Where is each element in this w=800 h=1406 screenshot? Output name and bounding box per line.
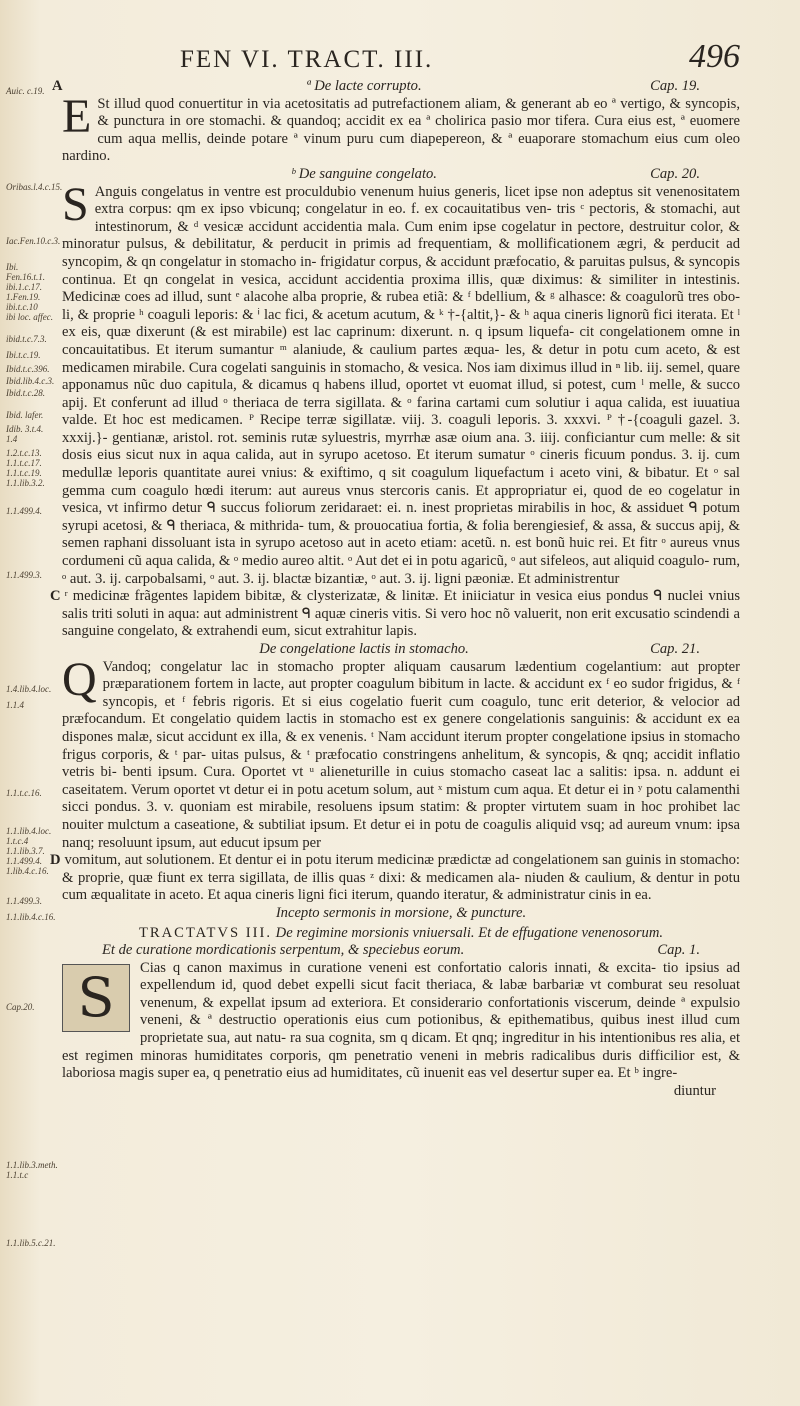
chapter-number: Cap. 21. xyxy=(650,641,700,657)
paragraph xyxy=(62,177,740,589)
running-head xyxy=(180,38,740,78)
margin-note: Cap.20. xyxy=(6,1002,35,1012)
margin-note: Ibi.t.c.19. xyxy=(6,350,41,360)
margin-note: 1.1.t.c.16. xyxy=(6,788,42,798)
margin-note: Ibi. Fen.16.t.1. ibi.1.c.17. 1.Fen.19. ibi.t.c.10 ibi loc. affec. xyxy=(6,262,53,322)
margin-note: Ibid.lib.4.c.3. xyxy=(6,376,55,386)
chapter-heading xyxy=(52,78,740,96)
paragraph-text: St illud quod conuertitur in via acetositatis ad putrefactionem aliam, & generant ab eo ª vertigo, & syncopis, & punctura in ore stomachi. & quandoq; accidit ex ea ª cholirica pasio mor tifera. Cura eius est, ª euomere cum aqua mellis, deinde potare ª vinum puru cum diapepereon, & ª euaporare stomachum eius cum oleo nardino. xyxy=(62,95,740,165)
chapter-heading xyxy=(62,641,740,659)
tract-heading xyxy=(62,925,740,943)
chapter-heading xyxy=(62,942,740,960)
margin-note: 1.1.lib.4.loc. 1.t.c.4 1.1.lib.3.7. 1.1.499.4. 1.lib.4.c.16. xyxy=(6,826,52,876)
section-letter: C xyxy=(50,588,61,605)
main-text-block xyxy=(50,78,740,1100)
drop-capital: S xyxy=(62,964,130,1032)
margin-note: 1.1.499.3. xyxy=(6,570,42,580)
paragraph xyxy=(50,588,740,641)
tract-title: De regimine morsionis vniuersali. Et de effugatione venenosorum. xyxy=(275,924,664,941)
chapter-number: Cap. 19. xyxy=(650,78,700,94)
chapter-heading xyxy=(62,166,740,184)
paragraph-text: Vandoq; congelatur lac in stomacho propter aliquam causarum lædentium cogelantium: aut propter præparationem fortem in lacte, aut propter coagulum bibitum in lacte. & accidunt ex ᶠ eo sudor frigidus, & ᶠ syncopis, et ᶠ febris rigoris. Et si eius cogelatio fuerit cum coagulo, tunc erit deterior, & velocior ad præfocandum. Et congelatio quidem lactis in stomacho est ex genere congelationis sanguinis: & accidunt ex ea dispones malæ, sicut accidunt ex illa, & ex venenis. ᵗ Nam accidunt iterum propter congelatione ipsius in stomacho frigus corporis, & ᵗ par- uitas pulsus, & ᵗ præfocatio constringens anhelitum, & syncopis, & qnq; accidit inflatio vetris bi- benti ipsum. Cura. Oportet vt ᵘ alieneturille in cuius stomacho caseat lac a salitis: ipsa. n. addunt ei caseitatem. Verum oportet vt detur ei in potu acetum solum, aut ˣ mistum cum aqua. Et detur ei in ʸ potu calamenthi sicci pondus. 3. v. quoniam est mirabile, resoluens ipsum statim: & propter virtutem suam in hoc prohibet lac nouiter mulctum a caseatione, & subtiliat ipsum. Et detur ei in potu de coagulis aliquid vsq; ad aureum vnum: ipsa nanq; resoluunt ipsum, aut educut ipsum per xyxy=(62,658,740,851)
drop-capital: Q xyxy=(62,652,97,706)
paragraph xyxy=(62,960,740,1083)
paragraph xyxy=(62,652,740,853)
margin-note: 1.2.t.c.13. 1.1.t.c.17. 1.1.t.c.19. 1.1.lib.3.2. xyxy=(6,448,45,488)
margin-note: 1.1.499.4. xyxy=(6,506,42,516)
paragraph xyxy=(62,89,740,166)
chapter-title: ᵇ De sanguine congelato. xyxy=(291,165,437,182)
section-letter: A xyxy=(52,78,63,94)
chapter-title: ª De lacte corrupto. xyxy=(306,78,422,94)
margin-note: Idib. 3.t.4. 1.4 xyxy=(6,424,44,444)
chapter-number: Cap. 20. xyxy=(650,165,700,182)
section-incipit: Incepto sermonis in morsione, & puncture. xyxy=(275,904,527,921)
drop-capital: E xyxy=(62,89,92,143)
margin-note: 1.1.4 xyxy=(6,700,24,710)
margin-notes xyxy=(0,0,63,1406)
margin-note: Ibid. lafer. xyxy=(6,410,44,420)
margin-note: 1.4.lib.4.loc. xyxy=(6,684,52,694)
paragraph xyxy=(50,852,740,905)
running-title: FEN VI. TRACT. III. xyxy=(180,46,434,73)
margin-note: 1.1.lib.4.c.16. xyxy=(6,912,56,922)
chapter-title: De congelatione lactis in stomacho. xyxy=(259,641,469,657)
margin-note: 1.1.lib.3.meth. 1.1.t.c xyxy=(6,1160,58,1180)
margin-note: Auic. c.19. xyxy=(6,86,45,96)
catchword: diuntur xyxy=(673,1082,716,1099)
tract-number: TRACTATVS III. xyxy=(138,924,273,941)
section-letter: D xyxy=(50,852,61,869)
paragraph-text: vomitum, aut solutionem. Et dentur ei in potu iterum medicinæ prædictæ ad congelationem san guinis in stomacho: & proprie, quæ fiunt ex terra sigillata, de illis quas ᶻ dixi: & medicamen ala- niuden & caulium, & dentur in potu cum æqualitate in aceto. Et aqua cineris ligni fici iterum, quando iteratur, & administratur cinis in ea. xyxy=(62,852,740,904)
margin-note: ibid.t.c.7.3. xyxy=(6,334,47,344)
section-letter xyxy=(52,641,78,659)
margin-note: 1.1.499.3. xyxy=(6,896,42,906)
chapter-title: Et de curatione mordicationis serpentum, & speciebus eorum. xyxy=(102,942,465,959)
section-letter xyxy=(52,166,78,184)
chapter-number: Cap. 1. xyxy=(657,942,700,959)
drop-capital: S xyxy=(62,177,89,231)
margin-note: Ibid.t.c.396. xyxy=(6,364,50,374)
margin-note: Ibid.t.c.28. xyxy=(6,388,45,398)
page-number: 496 xyxy=(689,38,740,75)
paragraph-text: Cias q canon maximus in curatione veneni est confortatio caloris innati, & excita- tio ipsius ad expellendum id, quod debet expelli sicut facit theriaca, & labæ barbariæ vt comburat seu resoluat venenum, & expellat ipsum ad exteriora. Et considerario confortationis viscerum, deinde ª expulsio veneni, & ª destructio operationis eius cum potionibus, & epithematibus, quibus inest illud cum proprietate sua, aut natu- ra sua cognita, sm q dicam. Et qnq; ingreditur in his intentionibus res alia, et est regimen minoras humiditates corporis, qm penetratio veneni in mebris radicalibus duris difficilior est, & laboriosa magis super ea, q penetratio eius ad humiditates, cũ inuenit eas vel desertur super ea. Et ᵇ ingre- xyxy=(62,959,740,1082)
margin-note: Iac.Fen.10.c.3. xyxy=(6,236,61,246)
paragraph-text: ʳ medicinæ frãgentes lapidem bibitæ, & clysterizatæ, & linitæ. Et iniiciatur in vesica eius pondus ᑫ nuclei vnius salis triti soluti in aqua: aut administrent ᑫ aquæ cineris vitis. Si vero hoc nõ valuerit, non erit excusatio scindendi a sanguine congelato, & extrahendi eum, sicut extrahitur lapis. xyxy=(62,588,740,640)
margin-note: 1.1.lib.5.c.21. xyxy=(6,1238,56,1248)
paragraph-text: Anguis congelatus in ventre est proculdubio venenum huius generis, licet ipse non adeptus sit venenositatem extra corpus: qm ex ipso vbicunq; congelatur in eo. f. ex cocauitatibus ven- tris ᶜ pectoris, & stomachi, aut intestinorum, & ᵈ vesicæ accidunt accidentia mala. Cum enim ipse cogelatur in pectore, destruitur color, & minoratur pulsus, & debilitatur, & perducit in primis ad frequentiam, & mollificationem ægri, & perducit ad syncopim, & qn congelatur in stomacho in- frigidatur corpus, & accidunt præfocatio, & paruitas pulsus, & syncopis continua. Et qn congelat in vesica, accidunt accidentia proxima illis, quæ diximus: & similiter in intestinis. Medicinæ coes ad illud, sunt ᵉ alacohe alba proprie, & rubea etiã: & ᶠ bdellium, & ᵍ alhasce: & coagulorũ tres obo- li, & proprie ʰ coaguli leporis: & ⁱ lac fici, & acetum acutum, & ᵏ †-{altit,}- & ʰ aqua cineris lignorũ fici iterata. Et ˡ ex eis, quæ dixerunt (& est mirabile) est lac caprinum: dixerunt. n. q ipsum liquefa- cit congelationem omne in concauitatibus. Et iterum sumantur ᵐ alaniude, & caulium partes æqua- les, & detur in potu cum aceto, & est medicamen mirabile. Cura cogelati sanguinis in stomacho, & vesica. Nos iam diximus illud in ⁿ lib. iij. semel, quare apponamus nũc duo capitula, & dicamus q habens illud, oportet vt euomat illud, si potest, cum ˡ melle, & succo apij. Et conferunt ad illud ᵒ theriaca de terra sigillata. & ᵒ farina cartami cum solutiur i aqua calida, est iuuatiua valde. Et hoc est medicamen. ᴾ Recipe terræ sigillatæ. viij. 3. coaguli leporis. 3. xxxvi. ᴾ †-{coaguli gazel. 3. xxxij.}- gentianæ, aristol. rot. seminis rutæ syluestris, myrrhæ asæ oium ana. 3. iiij. conficiantur cum melle: & sit dosis eius sicut nux in aqua calida, aut in syrupo acetoso. Et iterum sumatur ᵒ cineris ficuum pondus. 3. ij. cum medullæ leporis quantitate aurei vnius: & exiftimo, q sit coagulum liquefactum i aceto vini, & bibatur. Et ᵒ sal gemma cum coagulo hœdi iterum: aut aureus vnus stercoris canis. Et appropriatur ei, quod de eo cogelatur in vesica, vt infirmo detur ᑫ succus foliorum zeridaraet: ei. n. inest proprietas mirabilis in hoc, & assiduet ᑫ potum syrupi acetosi, & ᑫ theriaca, & mithrida- tum, & prouocatiua fortia, & folia berengiesief, & assa, & succus apij, & semen raphani dissoluant ista in syrupo acetoso aut in aceto etiam: acetũ. n. est bonũ huic rei. Et fitr ᵒ aureus vnus cordumeni cũ aqua calida, & ᵒ medio aureo altit. ᵒ Aut det ei in potu agaricũ, ᵒ aut sifeleos, aut aliquid coagulo- rum, ᵒ aut. 3. ij. carpobalsami, ᵒ aut. 3. ij. blactæ bizantiæ, ᵒ aut. 3. ij. ligni pæoniæ. Et administrentur xyxy=(62,183,740,587)
margin-note: Oribas.l.4.c.15. xyxy=(6,182,63,192)
